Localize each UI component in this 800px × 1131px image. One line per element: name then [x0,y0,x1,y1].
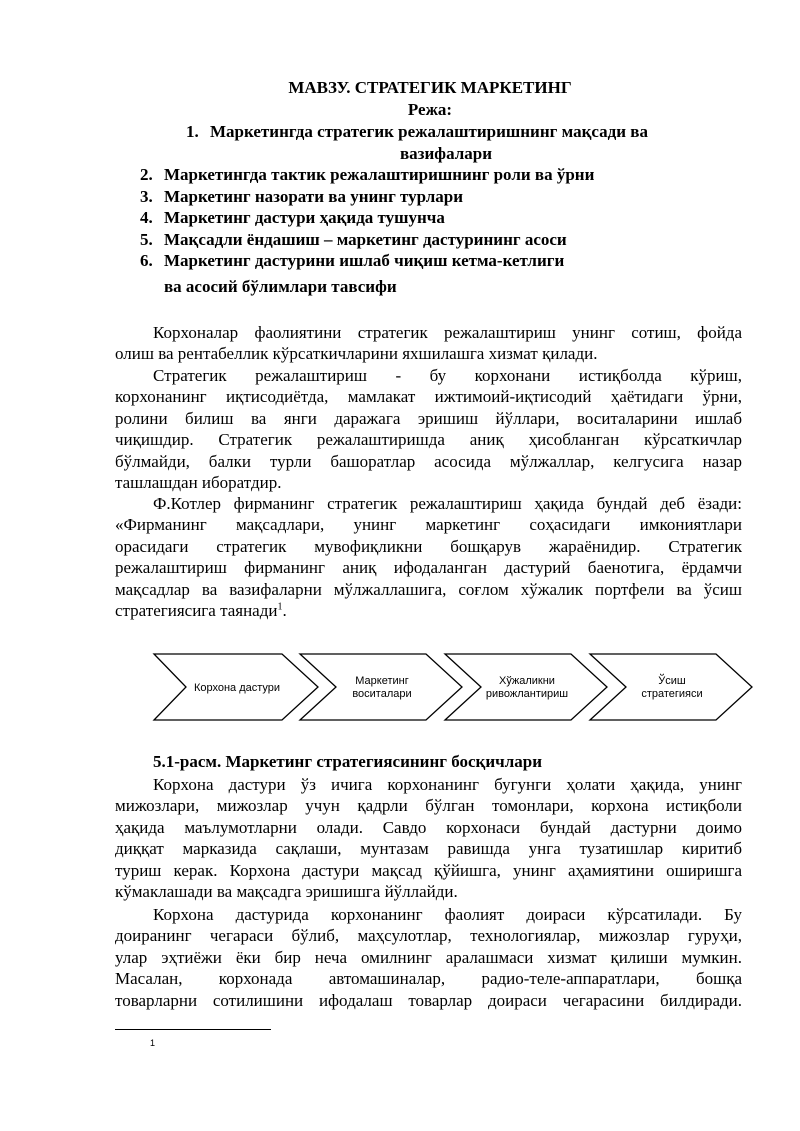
plan-item-number: 2. [140,165,153,184]
text-line: мақсадлар ва вазифаларни мўлжаллашига, соғлом хўжалик портфели ва ўсиш [115,579,742,599]
plan-item-1 [186,122,648,142]
plan-item-text: Маркетинг дастури ҳақида тушунча [164,208,445,227]
text-line: режалаштириш фирманинг аниқ ифодаланган дастурий баенотига, ёрдамчи [115,558,742,578]
text-line: бўлмайди, балки турли башоратлар асосида мўлжаллар, келгусига назар [115,451,742,471]
text-line: диққат марказида сақлаши, мунтазам равишда унга тузатишлар киритиб [115,839,742,859]
step-3-label-line2: ривожлантириш [485,688,569,700]
plan-item-5 [140,230,567,250]
text-line: ҳақида маълумотларни олади. Савдо корхонаси бундай дастурни доимо [115,817,742,837]
text-line: Ф.Котлер фирманинг стратегик режалаштириш ҳақида бундай деб ёзади: [153,494,742,513]
plan-item-number: 1. [186,122,199,141]
text-line: доиранинг чегараси бўлиб, маҳсулотлар, технологиялар, мижозлар гуруҳи, [115,926,742,946]
step-4-chevron [590,654,752,720]
paragraph-5 [115,904,742,1011]
text-line: улар эҳтиёжи ёки бир неча омилнинг аралашмаси хизмат қилиши мумкин. [115,947,742,967]
text-line: Масалан, корхонада автомашиналар, радио-теле-аппаратлари, бошқа [115,969,742,989]
text-line: кўмаклашади ва мақсадга эришишга йўллайди. [115,881,458,901]
figure-caption: 5.1-расм. Маркетинг стратегиясининг босқичлари [153,752,543,771]
plan-item-2 [140,165,594,185]
page-title: МАВЗУ. СТРАТЕГИК МАРКЕТИНГ [288,78,572,97]
text-line: «Фирманинг мақсадлари, унинг маркетинг соҳасидаги имкониятлари [115,515,742,535]
text-line: туриш керак. Корхона дастури мақсад қўйишга, унинг аҳамиятини оширишга [115,860,742,880]
plan-item-4 [140,208,445,228]
text-line: стратегиясига таянади$^1$. [115,600,287,620]
text-line: ташлашдан иборатдир. [115,472,282,492]
step-2-label-line2: воситалари [352,688,412,700]
text-line: орасидаги стратегик мувофиқликни бошқарув жараёнидир. Стратегик [115,536,742,556]
text-line: Корхоналар фаолиятини стратегик режалаштириш унинг сотиш, фойда [153,323,742,342]
step-3-label-line1: Хўжаликни [499,675,555,687]
step-1-label: Корхона дастури [193,682,281,694]
plan-item-number: 3. [140,187,153,206]
step-2-label-line1: Маркетинг [355,675,409,687]
text-line: Стратегик режалаштириш - бу корхонани истиқболда кўриш, [153,366,742,385]
text-line: товарларни сотилишини ифодалаш товарлар доираси чегарасини билдиради. [115,990,742,1010]
text-line: олиш ва рентабеллик кўрсаткичларини яхшилашга хизмат қилади. [115,344,598,364]
plan-item-text: Маркетинг назорати ва унинг турлари [164,187,463,206]
text-line: Корхона дастурида корхонанинг фаолият доираси кўрсатилади. Бу [153,905,742,924]
step-2-chevron [300,654,462,720]
paragraph-3 [115,493,742,621]
plan-item-text: Маркетинг дастурини ишлаб чиқиш кетма-кетлиги [164,251,565,270]
plan-item-6-cont: ва асосий бўлимлари тавсифи [164,277,397,296]
text-line: Корхона дастури ўз ичига корхонанинг бугунги ҳолати ҳақида, унинг [153,775,742,794]
plan-item-number: 4. [140,208,153,227]
plan-heading: Режа: [407,100,453,119]
paragraph-2 [115,365,742,493]
paragraph-4 [115,774,742,902]
plan-item-1-cont: вазифалари [400,144,493,163]
step-3-chevron [445,654,607,720]
text-line: ролини билиш ва янги даражага эришиш йўллари, воситаларини ишлаб [115,408,742,428]
plan-item-number: 5. [140,230,153,249]
plan-item-number: 6. [140,251,153,270]
paragraph-1 [115,322,742,365]
text-line: мижозлари, мижозлар учун қадрли бўлган томонлари, корхона истиқболи [115,796,742,816]
step-4-label-line1: Ўсиш [658,675,686,687]
text-line: чиқишдир. Стратегик режалаштиришда аниқ ҳисобланган кўрсаткичлар [115,430,742,450]
plan-item-text: Маркетингда стратегик режалаштиришнинг мақсади ва [210,122,648,141]
plan-item-text: Мақсадли ёндашиш – маркетинг дастурининг асоси [164,230,567,249]
plan-item-6 [140,251,564,271]
footnote-number: 1 [150,1038,156,1048]
footnote-separator [115,1029,271,1030]
text-line-content: стратегиясига таянади [115,600,278,620]
step-4-label-line2: стратегияси [641,688,703,700]
text-line: корхонанинг иқтисодиётда, мамлакат ижтимоий-иқтисодий ҳаётидаги ўрни, [115,387,742,407]
plan-item-text: Маркетингда тактик режалаштиришнинг роли ва ўрни [164,165,595,184]
strategy-steps-diagram [150,651,755,723]
footnote-reference: 1 [277,601,283,613]
plan-item-3 [140,187,463,207]
